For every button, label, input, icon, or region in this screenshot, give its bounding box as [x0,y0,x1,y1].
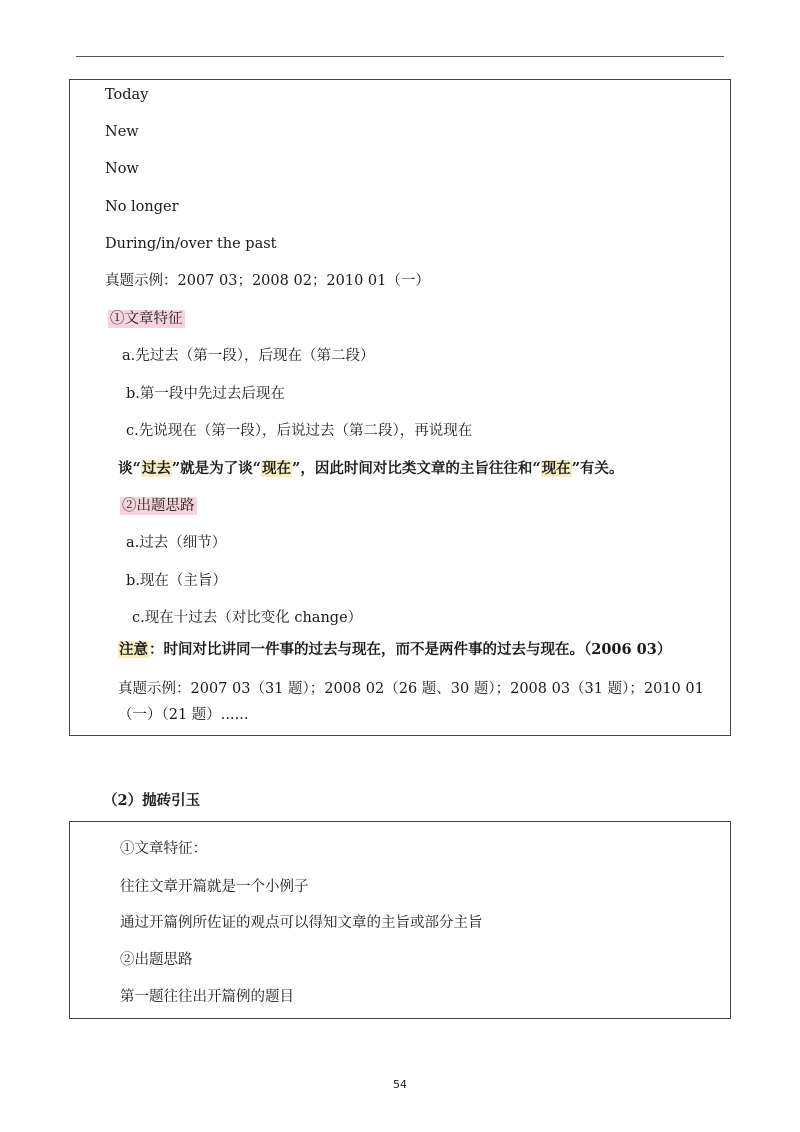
highlight-past: 过去 [141,460,171,477]
section-title: （2）抛砖引玉 [103,792,201,809]
ideas-highlight: ②出题思路 [122,498,195,514]
word-no-longer: No longer [105,199,179,215]
attention-label: 注意 [119,641,148,658]
idea-a: a.过去（细节） [126,535,227,551]
header-rule [76,56,724,57]
box2-feature-label: ①文章特征： [120,841,207,857]
feature-a: a.先过去（第一段），后现在（第二段） [122,348,375,364]
features-highlight: ①文章特征 [110,311,183,327]
note-line [118,459,624,479]
word-today: Today [105,87,149,103]
feature-b: b.第一段中先过去后现在 [126,386,285,402]
idea-c: c.现在十过去（对比变化 change） [132,610,363,626]
box2-feature-line-2: 通过开篇例所佐证的观点可以得知文章的主旨或部分主旨 [120,915,483,931]
note-part-1: 谈“ [118,460,141,477]
word-now: Now [105,161,139,177]
note-part-2: ”就是为了谈“ [171,460,262,477]
time-contrast-box [69,79,731,736]
idea-b: b.现在（主旨） [126,573,227,589]
word-new: New [105,124,139,140]
attention-line [118,640,671,660]
box2-idea-line: 第一题往往出开篇例的题目 [120,989,294,1005]
word-during-past: During/in/over the past [105,236,277,252]
page-number: 54 [393,1078,407,1091]
highlight-now-1: 现在 [262,460,292,477]
example-line-2b: （一）（21 题）...... [118,707,249,723]
note-part-4: ”有关。 [571,460,624,477]
box2-idea-label: ②出题思路 [120,952,193,968]
section-label-features [108,309,185,329]
section-label-ideas [120,496,197,516]
example-line-1: 真题示例：2007 03；2008 02；2010 01（一） [105,273,430,289]
attention-text: ：时间对比讲同一件事的过去与现在，而不是两件事的过去与现在。 [149,641,584,658]
example-line-2a: 真题示例：2007 03（31 题）；2008 02（26 题、30 题）；2008 03（31 题）；2010 01 [118,681,704,697]
box2-feature-line-1: 往往文章开篇就是一个小例子 [120,879,309,895]
attention-ref: （2006 03） [584,641,672,658]
highlight-now-2: 现在 [541,460,571,477]
feature-c: c.先说现在（第一段），后说过去（第二段），再说现在 [126,423,473,439]
note-part-3: ”，因此时间对比类文章的主旨往往和“ [292,460,541,477]
